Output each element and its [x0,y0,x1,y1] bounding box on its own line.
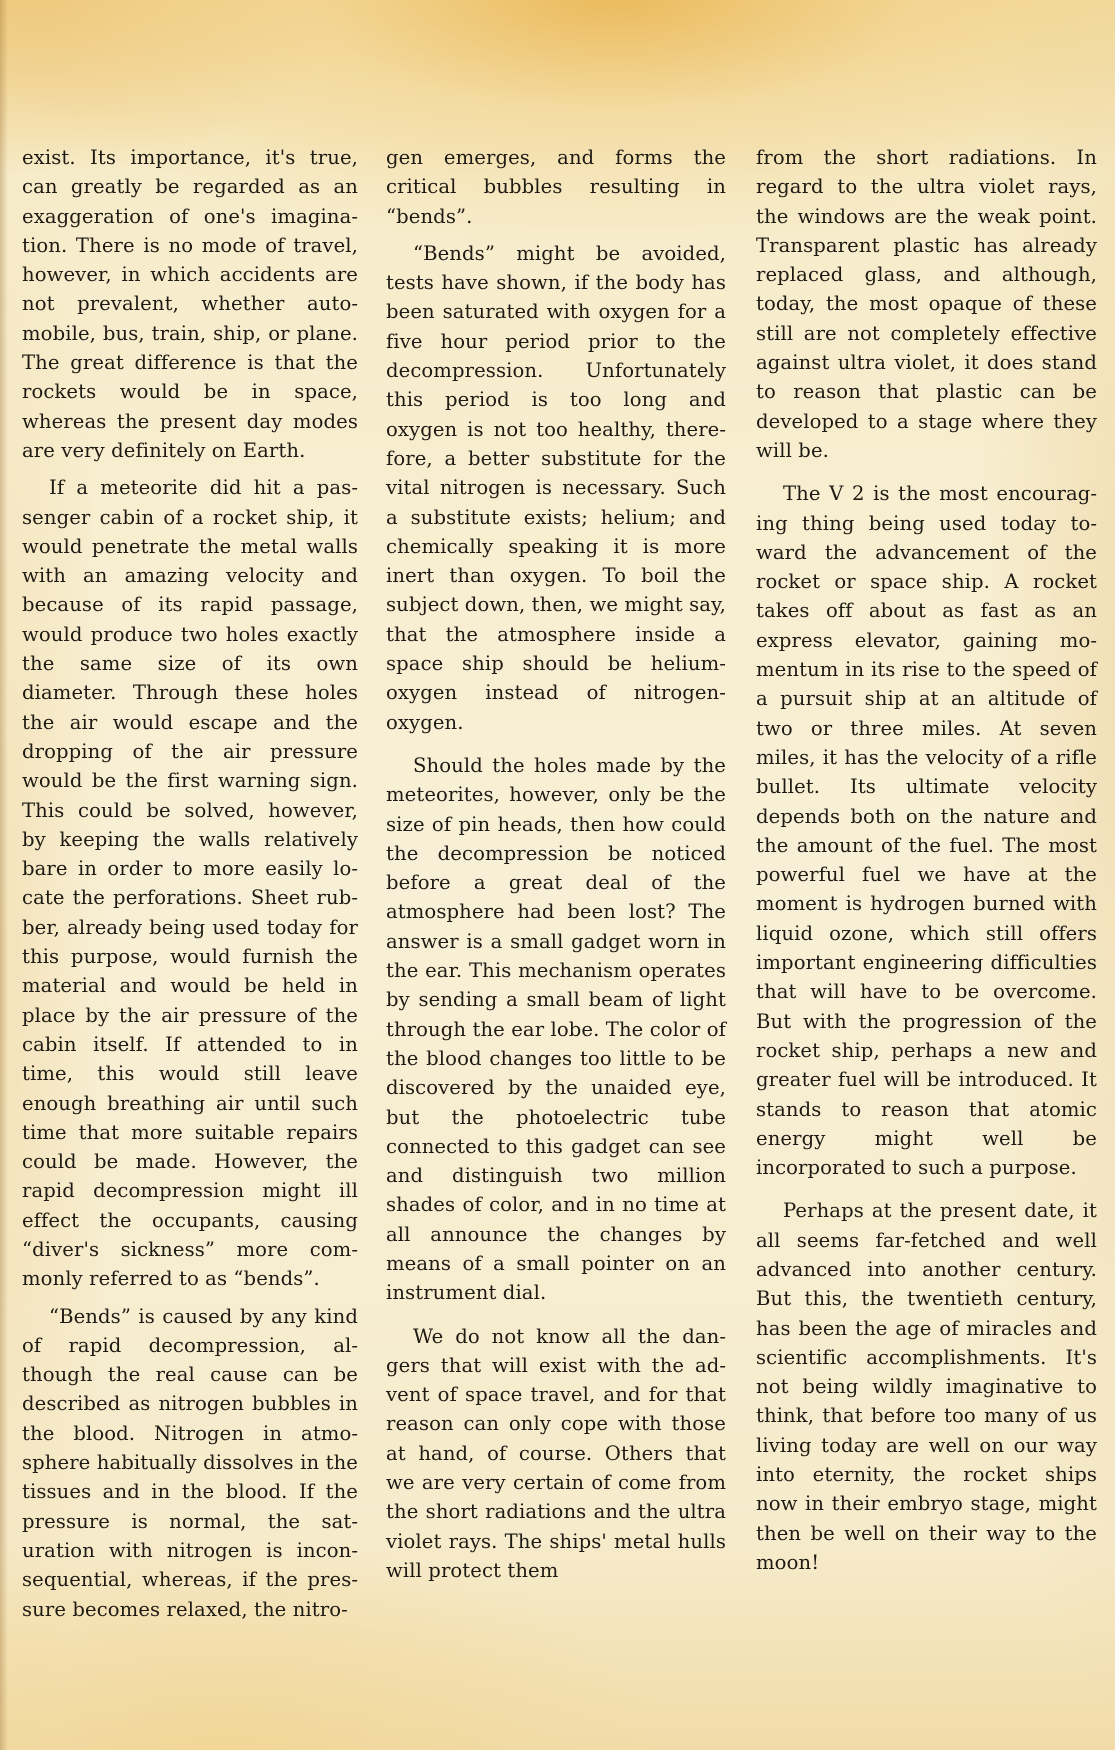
text-column-left [22,143,358,1632]
paragraph: “Bends” is caused by any kind of rapid decompression, although the real cause can be described as nitrogen bubbles in the blood. Nitrogen in atmosphere habitually dissolves in the tissues and in the blood. If the pressure is normal, the saturation with nitrogen is inconsequential, whereas, if the pressure becomes relaxed, the nitro- [22,1304,358,1621]
text-column-right [756,143,1097,1585]
paragraph: Perhaps at the present date, it all seems far-fetched and well advanced into another century. But this, the twentieth century, has been the age of miracles and scientific accomplishments. It's not being wildly imaginative to think, that before too many of us living today are well on our way into eternity, the rocket ships now in their embryo stage, might then be well on their way to the moon! [756,1199,1097,1574]
page-edge-shadow [0,0,8,1750]
text-column-middle [386,143,726,1593]
paragraph: We do not know all the dangers that will exist with the advent of space travel, and for that reason can only cope with those at hand, of course. Others that we are very certain of come from the short radiations and the ultra violet rays. The ships' metal hulls will protect them [386,1324,726,1582]
paragraph: gen emerges, and forms the critical bubbles resulting in “bends”. [386,146,726,228]
paragraph: Should the holes made by the meteorites, however, only be the size of pin heads, then how could the decompression be noticed before a great deal of the atmosphere had been lost? The answer is a small gadget worn in the ear. This mechanism operates by sending a small beam of light through the ear lobe. The color of the blood changes too little to be discovered by the unaided eye, but the photoelectric tube connected to this gadget can see and distinguish two million shades of color, and in no time at all announce the changes by means of a small pointer on an instrument dial. [386,753,726,1305]
paragraph: “Bends” might be avoided, tests have shown, if the body has been saturated with oxygen for a five hour period prior to the decompression. Unfortunately this period is too long and oxygen is not too healthy, therefore, a better substitute for the vital nitrogen is necessary. Such a substitute exists; helium; and chemically speaking it is more inert than oxygen. To boil the subject down, then, we might say, that the atmosphere inside a space ship should be helium-oxygen instead of nitrogen-oxygen. [386,241,726,734]
paragraph: If a meteorite did hit a passenger cabin of a rocket ship, it would penetrate the metal walls with an amazing velocity and because of its rapid passage, would produce two holes exactly the same size of its own diameter. Through these holes the air would escape and the dropping of the air pressure would be the first warning sign. This could be solved, however, by keeping the walls relatively bare in order to more easily locate the perforations. Sheet rubber, already being used today for this purpose, would furnish the material and would be held in place by the air pressure of the cabin itself. If attended to in time, this would still leave enough breathing air until such time that more suitable repairs could be made. However, the rapid decompression might ill effect the occupants, causing “diver's sickness” more commonly referred to as “bends”. [22,476,358,1291]
paragraph: from the short radiations. In regard to the ultra violet rays, the windows are the weak point. Transparent plastic has already replaced glass, and although, today, the most opaque of these still are not completely effective against ultra violet, it does stand to reason that plastic can be developed to a stage where they will be. [756,146,1097,462]
paragraph: The V 2 is the most encouraging thing being used today toward the advancement of the rocket or space ship. A rocket takes off about as fast as an express elevator, gaining momentum in its rise to the speed of a pursuit ship at an altitude of two or three miles. At seven miles, it has the velocity of a rifle bullet. Its ultimate velocity depends both on the nature and the amount of the fuel. The most powerful fuel we have at the moment is hydrogen burned with liquid ozone, which still offers important engineering difficulties that will have to be overcome. But with the progression of the rocket ship, perhaps a new and greater fuel will be introduced. It stands to reason that atomic energy might well be incorporated to such a purpose. [756,482,1097,1180]
paragraph: exist. Its importance, it's true, can greatly be regarded as an exaggeration of one's imagination. There is no mode of travel, however, in which accidents are not prevalent, whether automobile, bus, train, ship, or plane. The great difference is that the rockets would be in space, whereas the present day modes are very definitely on Earth. [22,146,358,462]
